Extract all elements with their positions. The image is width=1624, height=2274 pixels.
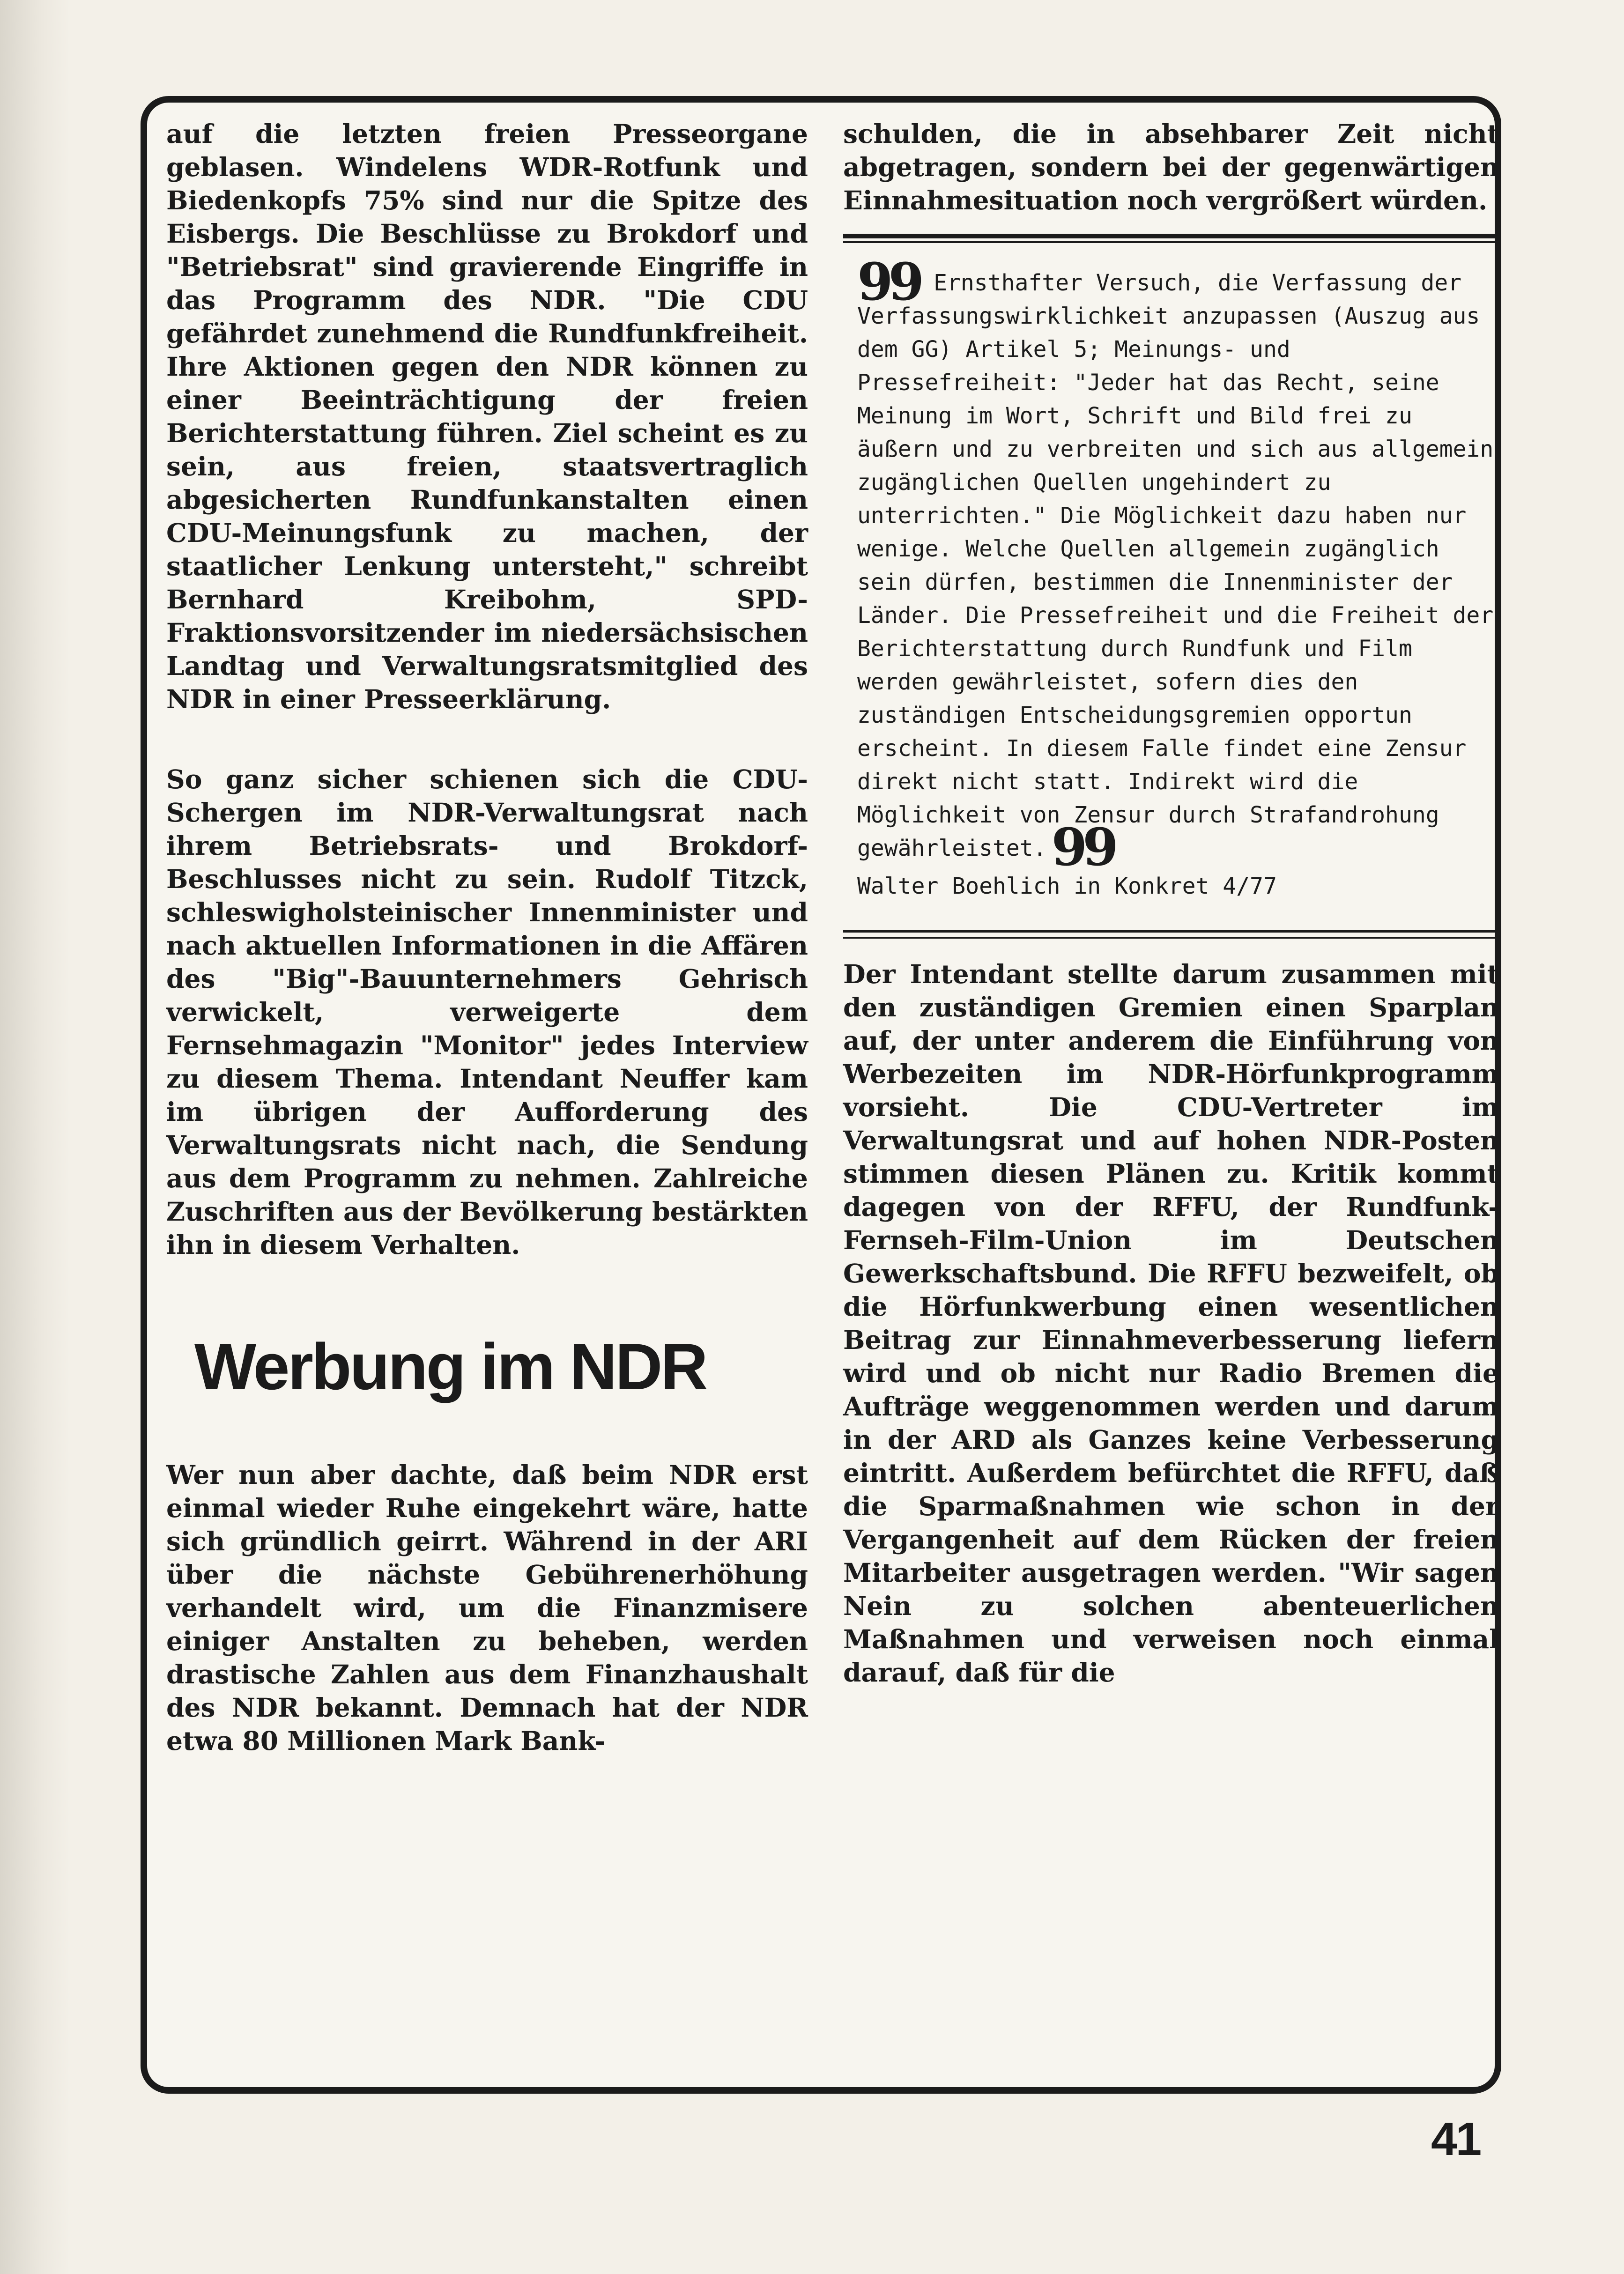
left-paragraph-1: auf die letzten freien Presseorgane geblasen. Windelens WDR-Rotfunk und Biedenkopfs 75% sind nur die Spitze des Eisbergs. Die Beschlüsse zu Brokdorf und "Betriebsrat" sind gravierende Eingriffe in das Programm des NDR. "Die CDU gefährdet zunehmend die Rundfunkfreiheit. Ihre Aktionen gegen den NDR können zu einer Beeinträchtigung der freien Berichterstattung führen. Ziel scheint es zu sein, aus freien, staatsvertraglich abgesicherten Rundfunkanstalten einen CDU-Meinungsfunk zu machen, der staatlicher Lenkung untersteht," schreibt Bernhard Kreibohm, SPD-Fraktionsvorsitzender im niedersächsischen Landtag und Verwaltungsratsmitglied des NDR in einer Presseerklärung. [166,119,808,714]
left-paragraph-3: Wer nun aber dachte, daß beim NDR erst einmal wieder Ruhe eingekehrt wäre, hatte sich gründlich geirrt. Während in der ARI über die nächste Gebührenerhöhung verhandelt wird, um die Finanzmisere einiger Anstalten zu beheben, werden drastische Zahlen aus dem Finanzhaushalt des NDR bekannt. Demnach hat der NDR etwa 80 Millionen Mark Bank- [166,1459,808,1756]
quote-paragraph [857,252,1497,877]
section-headline: Werbung im NDR [194,1330,706,1403]
right-column [843,117,1499,1689]
page-number: 41 [1431,2113,1481,2165]
right-paragraph-top: schulden, die in absehbarer Zeit nicht abgetragen, sondern bei der gegenwärtigen Einnahmesituation noch vergrößert würden. [843,119,1499,215]
close-quote-mark: 99 [1051,817,1114,877]
quote-text: Ernsthafter Versuch, die Verfassung der Verfassungswirklichkeit anzupassen (Auszug aus dem GG) Artikel 5; Meinungs- und Pressefreiheit: "Jeder hat das Recht, seine Meinung im Wort, Schrift und Bild frei zu äußern und zu verbreiten und sich aus allgemein zugänglichen Quellen ungehindert zu unterrichten." Die Möglichkeit dazu haben nur wenige. Welche Quellen allgemein zugänglich sein dürfen, bestimmen die Innenminister der Länder. Die Pressefreiheit und die Freiheit der Berichterstattung durch Rundfunk und Film werden gewährleistet, sofern dies den zuständigen Entscheidungsgremien opportun erscheint. In diesem Falle findet eine Zensur direkt nicht statt. Indirekt wird die Möglichkeit von Zensur durch Strafandrohung gewährleistet. [857,270,1494,861]
open-quote-mark: 99 [857,252,920,312]
left-paragraph-2: So ganz sicher schienen sich die CDU-Schergen im NDR-Verwaltungsrat nach ihrem Betriebsrats- und Brokdorf-Beschlusses nicht zu sein. Rudolf Titzck, schleswigholsteinischer Innenminister und nach aktuellen Informationen in die Affären des "Big"-Bauunternehmers Gehrisch verwickelt, verweigerte dem Fernsehmagazin "Monitor" jedes Interview zu diesem Thema. Intendant Neuffer kam im übrigen der Aufforderung des Verwaltungsrats nicht nach, die Sendung aus dem Programm zu nehmen. Zahlreiche Zuschriften aus der Bevölkerung bestärkten ihn in diesem Verhalten. [166,764,808,1260]
paragraph-gap [166,716,808,763]
page-binding-shadow [0,0,70,2274]
left-column [166,117,808,1757]
quote-box [843,243,1499,917]
rule-bottom [843,930,1499,933]
double-rule-top [843,234,1499,243]
right-paragraph-bottom: Der Intendant stellte darum zusammen mit den zuständigen Gremien einen Sparplan auf, der unter anderem die Einführung von Werbezeiten im NDR-Hörfunkprogramm vorsieht. Die CDU-Vertreter im Verwaltungsrat und auf hohen NDR-Posten stimmen diesen Plänen zu. Kritik kommt dagegen von der RFFU, der Rundfunk-Fernseh-Film-Union im Deutschen Gewerkschaftsbund. Die RFFU bezweifelt, ob die Hörfunkwerbung einen wesentlichen Beitrag zur Einnahmeverbesserung liefern wird und ob nicht nur Radio Bremen die Aufträge weggenommen werden und darum in der ARD als Ganzes keine Verbesserung eintritt. Außerdem befürchtet die RFFU, daß die Sparmaßnahmen wie schon in der Vergangenheit auf dem Rücken der freien Mitarbeiter ausgetragen werden. "Wir sagen Nein zu solchen abenteuerlichen Maßnahmen und verweisen noch einmal darauf, daß für die [843,959,1499,1688]
rule-bottom-thin [843,937,1499,939]
quote-source: Walter Boehlich in Konkret 4/77 [857,873,1277,899]
